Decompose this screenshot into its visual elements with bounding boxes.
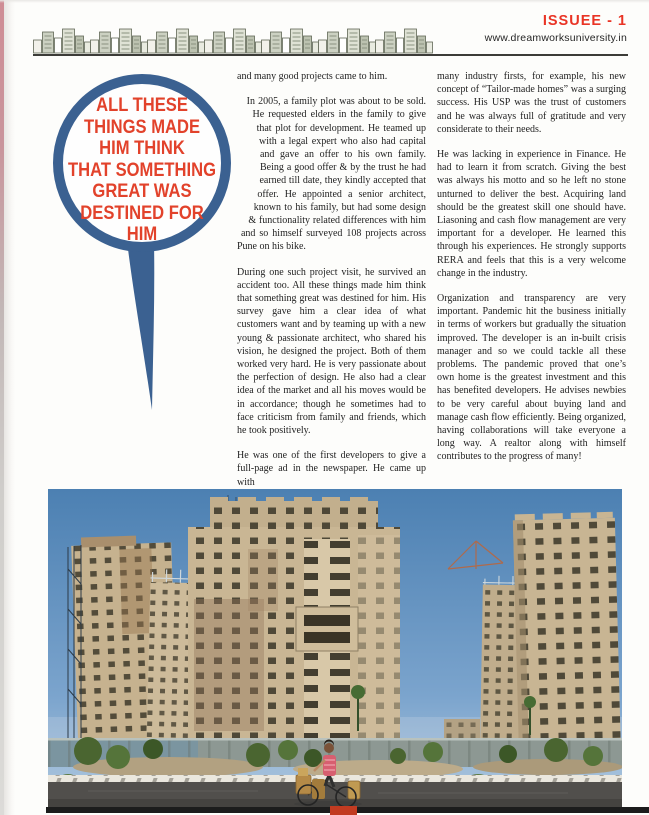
pull-quote-line: GREAT WAS <box>92 180 192 202</box>
article-column-left <box>237 70 426 501</box>
pull-quote-line: HIM <box>126 223 158 245</box>
bottom-red-tab <box>330 806 357 815</box>
page-edge-top <box>0 0 649 3</box>
paragraph: He was lacking in experience in Finance. He had to learn it from scratch. Giving the best was always his motto and so he left no stone unturned to deliver the best. Acquiring land should be the greatest skill one should have. Liasoning and cash flow management are very important for a developer. He learned this through his experiences. He strongly supports RERA and feels that this is a very welcome change in the industry. <box>437 149 626 279</box>
page-gutter <box>4 0 15 815</box>
paragraph: He was one of the first developers to give a full-page ad in the newspaper. He came up with <box>237 450 426 488</box>
paragraph: In 2005, a family plot was about to be sold. He requested elders in the family to give that plot for development. He teamed up with a legal expert who also had capital and gave an offer to his own family. Being a good offer & by the trust he had earned till date, they kindly accepted that offer. He appointed a senior architect, known to his family, but had some design & functionality related differences with him and so himself surveyed 108 projects across Pune on his bike. <box>237 96 426 253</box>
issue-label: ISSUEE - 1 <box>542 13 627 29</box>
article-column-right <box>437 70 626 476</box>
paragraph: and many good projects came to him. <box>237 71 388 82</box>
website-url: www.dreamworksuniversity.in <box>484 32 627 44</box>
pull-quote-line: THINGS MADE <box>83 115 201 138</box>
paragraph: Organization and transparency are very important. Pandemic hit the business initially in terms of workers but gradually the situation improved. The developer is an in-built crisis manager and so we could tackle all these problems. The pandemic proved that one’s own home is the greatest investment and this has benefited developers. He advises newbies to be very careful about buying land and manage cash flow efficiently. Being organized, having collaborations will take everyone a long way. A realtor along with himself contributes to the progress of many! <box>437 293 626 463</box>
pull-quote-line: HIM THINK <box>99 137 185 159</box>
pull-quote-line: THAT SOMETHING <box>68 158 216 181</box>
pull-quote-bubble <box>40 58 250 424</box>
city-skyline-icon <box>33 25 435 55</box>
paragraph: many industry firsts, for example, his new concept of “Tailor-made homes” was a surging success. His USP was the trust of customers and he was always full of gratitude and very considerate to their needs. <box>437 71 626 135</box>
paragraph: During one such project visit, he survived an accident too. All these things made him think that something great was destined for him. His survey gave him a clear idea of what customers want and by teaming up with a new young & passionate architect, who shared his vision, he designed the project. Both of them worked very hard. He is very passionate about the perfection of design. He also had a clear idea of the market and all his moves would be in accordance; though he sometimes had to face criticism from family and friends, which he took positively. <box>237 266 426 437</box>
pull-quote-line: DESTINED FOR <box>80 201 204 224</box>
header-rule <box>33 54 628 56</box>
pull-quote-text <box>66 95 219 246</box>
pull-quote-line: ALL THESE <box>96 94 188 116</box>
construction-photo <box>48 489 622 808</box>
